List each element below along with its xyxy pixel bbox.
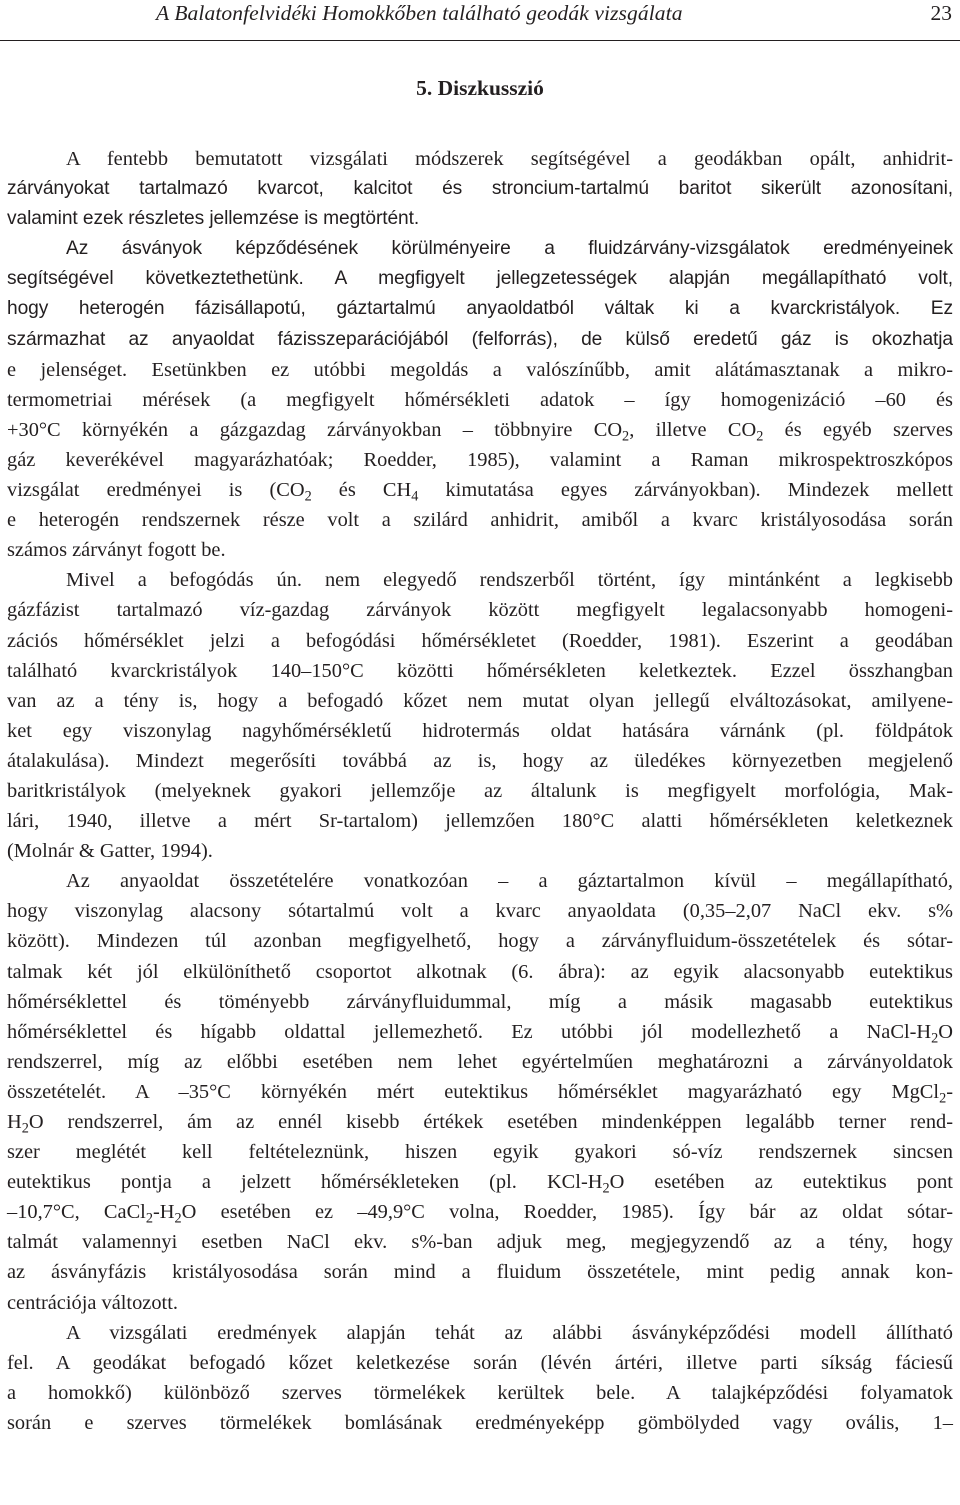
text-line: gáz keverékével magyarázhatóak; Roedder, 1985), valamint a Raman mikrospektroszkópos: [7, 448, 953, 471]
subscript: 2: [145, 1210, 153, 1227]
subscript: 4: [411, 488, 419, 505]
subscript: 2: [622, 428, 630, 445]
text-line: számos zárványt fogott be.: [7, 539, 226, 562]
text-line: található kvarckristályok 140–150°C közötti hőmérsékleten keletkeztek. Ezzel összhangban: [7, 659, 953, 682]
page-header: [0, 0, 960, 41]
text-line: között). Mindezen túl azonban megfigyelhető, hogy a zárványfluidum-összetételek és sótar-: [7, 930, 953, 953]
text-line: fel. A geodákat befogadó kőzet keletkezése során (lévén ártéri, illetve parti síkság fáciesű: [7, 1351, 953, 1374]
text-line: hogy viszonylag alacsony sótartalmú volt a kvarc anyaoldata (0,35–2,07 NaCl ekv. s%: [7, 900, 953, 923]
text-line: Az anyaoldat összetételére vonatkozóan – a gáztartalmon kívül – megállapítható,: [66, 870, 953, 893]
running-title: A Balatonfelvidéki Homokkőben található geodák vizsgálata: [156, 1, 683, 25]
text-line: zációs hőmérséklet jelzi a befogódási hőmérsékletet (Roedder, 1981). Eszerint a geodában: [7, 629, 953, 652]
text-line: e jelenséget. Esetünkben ez utóbbi megoldás a valószínűbb, amit alátámasztanak a mikro-: [7, 358, 953, 381]
section-heading: 5. Diszkusszió: [416, 76, 544, 100]
text-line: Mivel a befogódás ún. nem elegyedő rendszerből történt, így mintánként a legkisebb: [66, 569, 953, 592]
text-line: származhat az anyaoldat fázisszeparációjából (felforrás), de külső eredetű gáz is okozhatja: [7, 328, 953, 350]
text-line: termometriai mérések (a megfigyelt hőmérsékleti adatok – így homogenizáció –60 és: [7, 388, 953, 411]
text-line: vizsgálat eredményei is ($CO_2$ és $CH_4$ kimutatása egyes zárványokban). Mindezek mellett: [7, 479, 953, 505]
text-line: ket egy viszonylag nagyhőmérsékletű hidrotermás oldat hatására várnánk (pl. földpátok: [7, 719, 953, 742]
text-line: valamint ezek részletes jellemzése is megtörtént.: [7, 208, 420, 230]
subscript: 2: [931, 1030, 939, 1046]
text-line: +30°C környékén a gázgazdag zárványokban – többnyire $CO_2$, illetve $CO_2$ és egyéb szerves: [7, 418, 953, 445]
text-line: hőmérséklettel és hígabb oldattal jellemezhető. Ez utóbbi jól modellezhető a NaCl-$H_2O$: [7, 1020, 953, 1046]
text-line: (Molnár & Gatter, 1994).: [7, 840, 213, 863]
text-line: szer meglétét kell feltételeznünk, hiszen egyik gyakori só-víz rendszernek sincsen: [7, 1141, 953, 1164]
text-line: lári, 1940, illetve a mért Sr-tartalom) jellemzően 180°C alatti hőmérsékleten keletkeznek: [7, 810, 953, 833]
text-line: –10,7°C, $CaCl_2-H_2O$ esetében ez –49,9°C volna, Roedder, 1985). Így bár az oldat sótar-: [7, 1201, 953, 1227]
text-line: baritkristályok (melyeknek gyakori jellemzője az általunk is megfigyelt morfológia, Mak-: [7, 779, 953, 802]
text-line: zárványokat tartalmazó kvarcot, kalcitot és stroncium-tartalmú baritot sikerült azonosítani,: [7, 178, 953, 200]
text-line: hőmérséklettel és töményebb zárványfluidummal, míg a másik magasabb eutektikus: [7, 990, 953, 1013]
subscript: 2: [174, 1210, 182, 1227]
text-line: összetételét. A –35°C környékén mért eutektikus hőmérséklet magyarázható egy MgCl$_2$-: [7, 1080, 953, 1107]
text-line: rendszerrel, míg az előbbi esetében nem lehet egyértelműen meghatározni a zárványoldatok: [7, 1050, 953, 1073]
subscript: 2: [602, 1180, 610, 1197]
text-line: gázfázist tartalmazó víz-gazdag zárványok között megfigyelt legalacsonyabb homogeni-: [7, 599, 953, 622]
text-line: talmát valamennyi esetben NaCl ekv. s%-ban adjuk meg, megjegyzendő az a tény, hogy: [7, 1231, 953, 1254]
text-line: A vizsgálati eredmények alapján tehát az alábbi ásványképződési modell állítható: [66, 1321, 953, 1344]
text-line: $H_2O$ rendszerrel, ám az ennél kisebb értékek esetében mindenképpen legalább terner rend-: [7, 1111, 953, 1137]
subscript: 2: [939, 1090, 947, 1107]
text-line: centrációja változott.: [7, 1291, 178, 1314]
text-line: e heterogén rendszernek része volt a szilárd anhidrit, amiből a kvarc kristályosodása során: [7, 509, 953, 532]
text-line: hogy heterogén fázisállapotú, gáztartalmú anyaoldatból váltak ki a kvarckristályok. Ez: [7, 298, 953, 320]
text-line: a homokkő) különböző szerves törmelékek kerültek bele. A talajképződési folyamatok: [7, 1381, 953, 1404]
text-line: A fentebb bemutatott vizsgálati módszerek segítségével a geodákban opált, anhidrit-: [66, 148, 953, 170]
subscript: 2: [756, 428, 764, 445]
text-line: Az ásványok képződésének körülményeire a fluidzárvány-vizsgálatok eredményeinek: [66, 238, 953, 260]
text-line: eutektikus pontja a jelzett hőmérsékleteken (pl. KCl-$H_2O$ esetében az eutektikus pont: [7, 1171, 953, 1197]
text-line: átalakulása). Mindezt megerősíti továbbá az is, hogy az üledékes környezetben megjelenő: [7, 749, 953, 772]
text-line: van az a tény is, hogy a befogadó kőzet nem mutat olyan jellegű elváltozásokat, amilyene-: [7, 689, 953, 712]
text-line: segítségével következtethetünk. A megfigyelt jellegzetességek alapján megállapítható volt,: [7, 268, 953, 290]
subscript: 2: [21, 1120, 29, 1137]
text-line: az ásványfázis kristályosodása során mind a fluidum összetétele, mint pedig annak kon-: [7, 1261, 953, 1284]
body-text: [7, 144, 953, 1438]
text-line: talmak két jól elkülöníthető csoportot alkotnak (6. ábra): az egyik alacsonyabb eutektikus: [7, 960, 953, 983]
page-number: 23: [930, 1, 952, 25]
text-line: során e szerves törmelékek bomlásának eredményeképp gömbölyded vagy ovális, 1–: [7, 1411, 953, 1434]
subscript: 2: [304, 488, 312, 505]
